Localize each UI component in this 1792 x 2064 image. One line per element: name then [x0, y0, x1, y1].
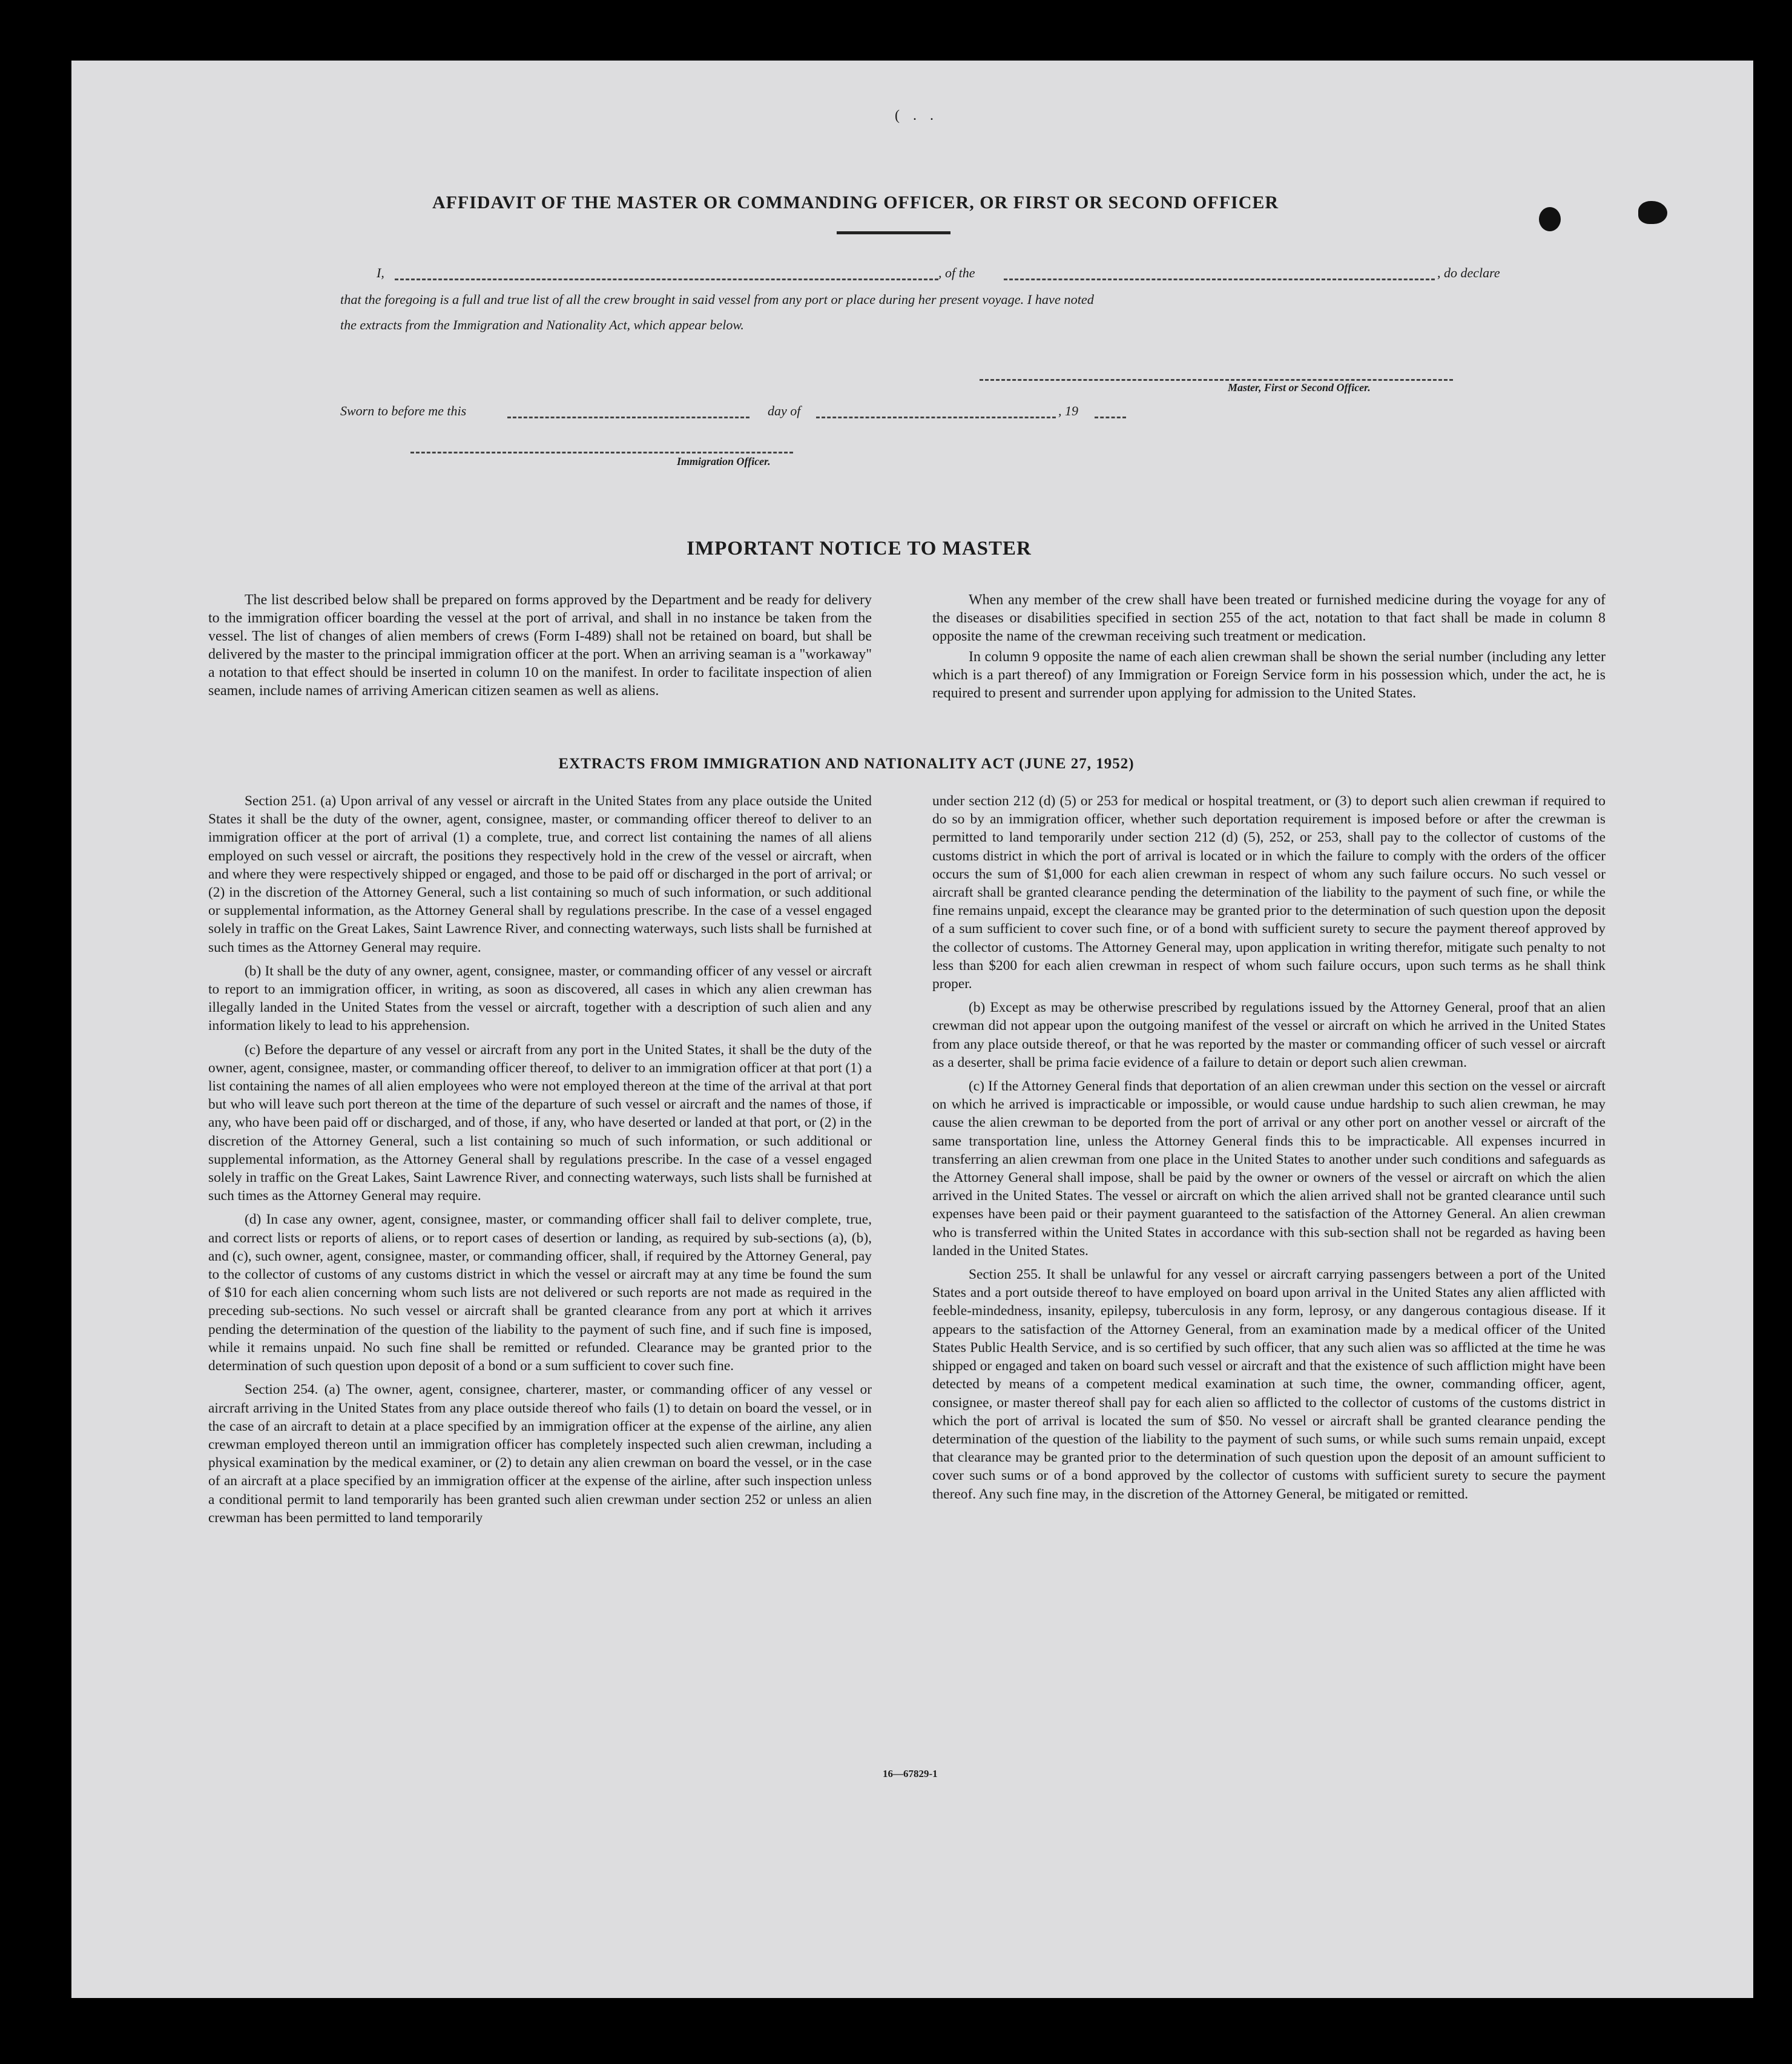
sworn-year-line[interactable] [1095, 417, 1126, 418]
notice-title: IMPORTANT NOTICE TO MASTER [687, 538, 1032, 559]
notice-right-paragraph-1: When any member of the crew shall have been treated or furnished medicine during the voyage for any of the diseases or disabilities specified in section 255 of the act, notation to that fact shall be made in column 8 opposite the name of the crewman receiving such treatment or medication. [932, 592, 1606, 644]
top-mark: ( . . [895, 108, 938, 124]
section-254-a-continued: under section 212 (d) (5) or 253 for medical or hospital treatment, or (3) to deport such alien crewman if required to do so by an immigration officer, whether such deportation requirement is imposed before or after the crewman is permitted to land temporarily under section 212 (d) (5), 252, or 253, shall pay to the collector of customs of the customs district in which the port of arrival is located or in which the failure to comply with the orders of the officer occurs the sum of $1,000 for each alien crewman in respect of whom any such failure occurs. No such vessel or aircraft shall be granted clearance pending the determination of the liability to the payment of such fine, or while the fine remains unpaid, except the clearance may be granted prior to the determination of such question upon the deposit of a sum sufficient to cover such fine, or of a bond with sufficient surety to secure the payment thereof approved by the collector of customs. The Attorney General may, upon application in writing therefor, mitigate such penalty to not less than $200 for each alien crewman in respect of whom such failure occurs, upon such terms as he shall think proper. [932, 793, 1606, 992]
notice-right-column [932, 591, 1606, 705]
extracts-title: EXTRACTS FROM IMMIGRATION AND NATIONALITY ACT (JUNE 27, 1952) [558, 756, 1135, 772]
label-i: I, [377, 265, 384, 280]
master-caption: Master, First or Second Officer. [1228, 381, 1371, 394]
sworn-month-line[interactable] [816, 417, 1056, 418]
extracts-right-column [932, 792, 1606, 1509]
title-underline [837, 231, 950, 234]
section-254-c: (c) If the Attorney General finds that deportation of an alien crewman under this section on the vessel or aircraft on which he arrived is impracticable or impossible, or would cause undue hardship to such alien crewman, he may cause the alien crewman to be deported from the port of arrival or any other port on another vessel or aircraft of the same transportation line, unless the Attorney General finds this to be impracticable. All expenses incurred in transferring an alien crewman from one place in the United States to another under such conditions and safeguards as the Attorney General shall impose, shall be paid by the owner or owners of the vessel or aircraft on which the alien arrived in the United States. The vessel or aircraft on which the alien arrived shall not be granted clearance until such expenses have been paid or their payment guaranteed to the satisfaction of the Attorney General. An alien crewman who is transferred within the United States in accordance with this sub-section shall not be regarded as having been landed in the United States. [932, 1078, 1606, 1259]
section-254-b: (b) Except as may be otherwise prescribed by regulations issued by the Attorney General, proof that an alien crewman did not appear upon the outgoing manifest of the vessel or aircraft on which he arrived in the United States from any place outside thereof, or that he was reported by the master or commanding officer of such vessel or aircraft as a deserter, shall be prima facie evidence of a failure to detain or deport such alien crewman. [932, 1000, 1606, 1070]
section-251-a: Section 251. (a) Upon arrival of any vessel or aircraft in the United States from any place outside the United States it shall be the duty of the owner, agent, consignee, master, or commanding officer thereof to deliver to an immigration officer at the port of arrival (1) a complete, true, and correct list containing the names of all aliens employed on such vessel or aircraft, the positions they respectively hold in the crew of the vessel or aircraft, when and where they were respectively shipped or engaged, and those to be paid off or discharged in the port of arrival; or (2) in the discretion of the Attorney General, such a list containing so much of such information, or such additional or supplemental information, as the Attorney General shall by regulations prescribe. In the case of a vessel engaged solely in traffic on the Great Lakes, Saint Lawrence River, and connecting waterways, such lists shall be furnished at such times as the Attorney General may require. [208, 793, 872, 955]
extracts-left-column [208, 792, 872, 1532]
section-255: Section 255. It shall be unlawful for any vessel or aircraft carrying passengers between a port of the United States and a port outside thereof to have employed on board upon arrival in the United States any alien afflicted with feeble-mindedness, insanity, epilepsy, tuberculosis in any form, leprosy, or any dangerous contagious disease. If it appears to the satisfaction of the Attorney General, from an examination made by a medical officer of the United States Public Health Service, and is so certified by such officer, that any such alien was so afflicted at the time he was shipped or engaged and taken on board such vessel or aircraft and that the existence of such affliction might have been detected by means of a competent medical examination at such time, the owner, commanding officer, agent, consignee, or master thereof shall pay for each alien so afflicted to the collector of customs of the customs district in which the port of arrival is located the sum of $50. No vessel or aircraft shall be granted clearance pending the determination of the question of the liability to the payment of such sums, or while such sums remain unpaid, except that clearance may be granted prior to the determination of such question upon the deposit of an amount sufficient to cover such sums or of a bond approved by the collector of customs with sufficient surety to secure the payment thereof. Any such fine may, in the discretion of the Attorney General, be mitigated or remitted. [932, 1267, 1606, 1502]
section-254-a: Section 254. (a) The owner, agent, consignee, charterer, master, or commanding officer of any vessel or aircraft arriving in the United States from any place outside thereof who fails (1) to detain on board the vessel, or in the case of an aircraft to detain at a place specified by an immigration officer at the expense of the airline, any alien crewman employed thereon until an immigration officer has completely inspected such alien crewman, including a physical examination by the medical examiner, or (2) to detain any alien crewman on board the vessel, or in the case of an aircraft at a place specified by an immigration officer at the expense of the airline, after such inspection unless a conditional permit to land temporarily has been granted such alien crewman under section 252 or unless an alien crewman has been permitted to land temporarily [208, 1382, 872, 1526]
label-do-declare: , do declare [1437, 265, 1500, 280]
immigration-officer-line[interactable] [410, 452, 793, 453]
declaration-line-2: the extracts from the Immigration and Nationality Act, which appear below. [340, 317, 744, 332]
vessel-field-line[interactable] [1004, 279, 1435, 280]
notice-left-column [208, 591, 872, 702]
section-251-c: (c) Before the departure of any vessel or aircraft from any port in the United States, it shall be the duty of the owner, agent, consignee, master, or commanding officer thereof, to deliver to an immigration officer at that port (1) a list containing the names of all alien employees who were not employed thereon at the time of the arrival at that port but who will leave such port thereon at the time of the departure of such vessel or aircraft and the names of those, if any, who have been paid off or discharged, and of those, if any, who have deserted or landed at that port, or (2) in the discretion of the Attorney General, such a list containing so much of such information, or such additional or supplemental information, as the Attorney General shall by regulations prescribe. In the case of a vessel engaged solely in traffic on the Great Lakes, Saint Lawrence River, and connecting waterways, such lists shall be furnished at such times as the Attorney General may require. [208, 1041, 872, 1204]
notice-right-paragraph-2: In column 9 opposite the name of each alien crewman shall be shown the serial number (including any letter which is a part thereof) of any Immigration or Foreign Service form in his possession which, under the act, he is required to present and surrender upon applying for admission to the United States. [932, 649, 1606, 701]
ink-blot-mark [1638, 201, 1667, 224]
sworn-label: Sworn to before me this [340, 403, 467, 418]
affidavit-title: AFFIDAVIT OF THE MASTER OR COMMANDING OFFICER, OR FIRST OR SECOND OFFICER [432, 193, 1279, 213]
section-251-b: (b) It shall be the duty of any owner, agent, consignee, master, or commanding officer of any vessel or aircraft to report to an immigration officer, in writing, as soon as discovered, all cases in which any alien crewman has illegally landed in the United States from the vessel or aircraft, together with a description of such alien and any information likely to lead to his apprehension. [208, 963, 872, 1034]
year-label: , 19 [1058, 403, 1078, 418]
label-of-the: , of the [938, 265, 975, 280]
immigration-officer-caption: Immigration Officer. [677, 455, 771, 467]
form-number: 16—67829-1 [883, 1768, 938, 1779]
declaration-line-1: that the foregoing is a full and true list of all the crew brought in said vessel from any port or place during her present voyage. I have noted [340, 292, 1094, 307]
notice-left-paragraph: The list described below shall be prepared on forms approved by the Department and be ready for delivery to the immigration officer boarding the vessel at the port of arrival, and shall in no instance be taken from the vessel. The list of changes of alien members of crews (Form I-489) shall not be retained on board, but shall be delivered by the master to the principal immigration officer at the port. When an arriving seaman is a "workaway" a notation to that effect should be inserted in column 10 on the manifest. In order to facilitate inspection of alien seamen, include names of arriving American citizen seamen as well as aliens. [208, 592, 872, 699]
sworn-day-line[interactable] [507, 417, 749, 418]
name-field-line[interactable] [395, 279, 938, 280]
form-page [71, 61, 1753, 1998]
master-signature-line[interactable] [980, 379, 1453, 381]
day-of-label: day of [768, 403, 801, 418]
section-251-d: (d) In case any owner, agent, consignee, master, or commanding officer shall fail to deliver complete, true, and correct lists or reports of aliens, or to report cases of desertion or landing, as required by sub-sections (a), (b), and (c), such owner, agent, consignee, master, or commanding officer, shall, if required by the Attorney General, pay to the collector of customs of any customs district in which the vessel or aircraft may at any time be found the sum of $10 for each alien concerning whom such lists are not delivered or such reports are not made as required in the preceding sub-sections. No such vessel or aircraft shall be granted clearance from any port at which it arrives pending the determination of the question of the liability to the payment of such fine, and if such fine is imposed, while it remains unpaid. No such fine shall be remitted or refunded. Clearance may be granted prior to the determination of such question upon deposit of a bond or a sum sufficient to cover such fine. [208, 1212, 872, 1374]
